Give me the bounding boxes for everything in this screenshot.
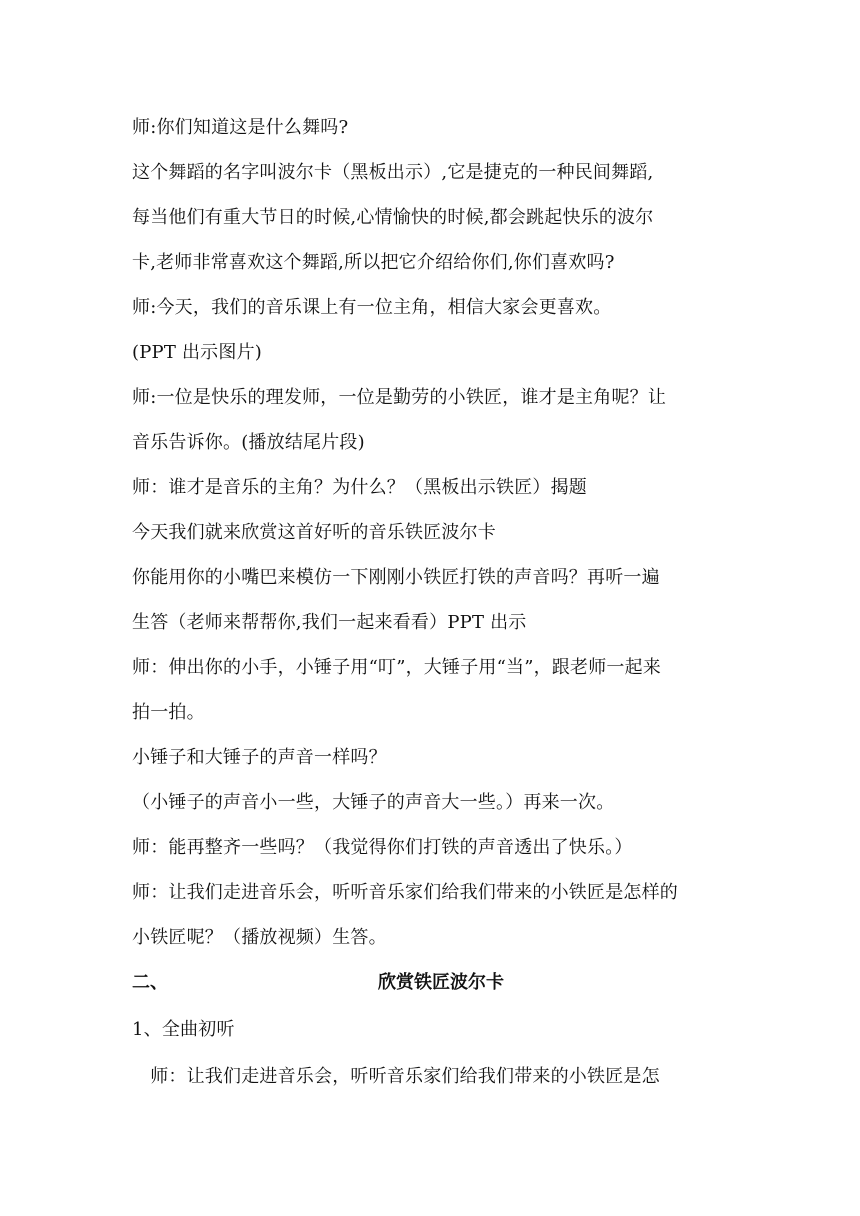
paragraph-line: 拍一拍。 [132, 702, 205, 723]
paragraph-line: (PPT 出示图片) [132, 342, 262, 363]
paragraph-line: 师：谁才是音乐的主角？为什么？（黑板出示铁匠）揭题 [132, 477, 587, 498]
paragraph-line: 今天我们就来欣赏这首好听的音乐铁匠波尔卡 [132, 522, 496, 543]
paragraph-line: 师：伸出你的小手，小锤子用“叮”，大锤子用“当”，跟老师一起来 [132, 657, 662, 678]
paragraph-line: 音乐告诉你。(播放结尾片段) [132, 432, 365, 453]
paragraph-line: 卡,老师非常喜欢这个舞蹈,所以把它介绍给你们,你们喜欢吗? [132, 252, 615, 273]
paragraph-line: 这个舞蹈的名字叫波尔卡（黑板出示）,它是捷克的一种民间舞蹈, [132, 162, 654, 183]
paragraph-line: 小铁匠呢？（播放视频）生答。 [132, 927, 387, 948]
paragraph-line: 生答（老师来帮帮你,我们一起来看看）PPT 出示 [132, 612, 527, 633]
paragraph-line: 每当他们有重大节日的时候,心情愉快的时候,都会跳起快乐的波尔 [132, 207, 654, 228]
subsection-heading: 1、全曲初听 [132, 1019, 235, 1040]
paragraph-line: 师：让我们走进音乐会，听听音乐家们给我们带来的小铁匠是怎 [132, 1066, 660, 1087]
section-title: 欣赏铁匠波尔卡 [378, 972, 504, 993]
paragraph-line: 师:一位是快乐的理发师，一位是勤劳的小铁匠，谁才是主角呢？让 [132, 387, 667, 408]
paragraph-line: （小锤子的声音小一些，大锤子的声音大一些。）再来一次。 [132, 792, 615, 813]
paragraph-line: 师：能再整齐一些吗？（我觉得你们打铁的声音透出了快乐。） [132, 837, 633, 858]
section-number: 二、 [132, 972, 168, 993]
paragraph-line: 小锤子和大锤子的声音一样吗？ [132, 747, 387, 768]
paragraph-line: 师：让我们走进音乐会，听听音乐家们给我们带来的小铁匠是怎样的 [132, 882, 678, 903]
paragraph-line: 你能用你的小嘴巴来模仿一下刚刚小铁匠打铁的声音吗？再听一遍 [132, 567, 660, 588]
paragraph-line: 师:你们知道这是什么舞吗? [132, 117, 349, 138]
paragraph-line: 师:今天，我们的音乐课上有一位主角，相信大家会更喜欢。 [132, 297, 612, 318]
